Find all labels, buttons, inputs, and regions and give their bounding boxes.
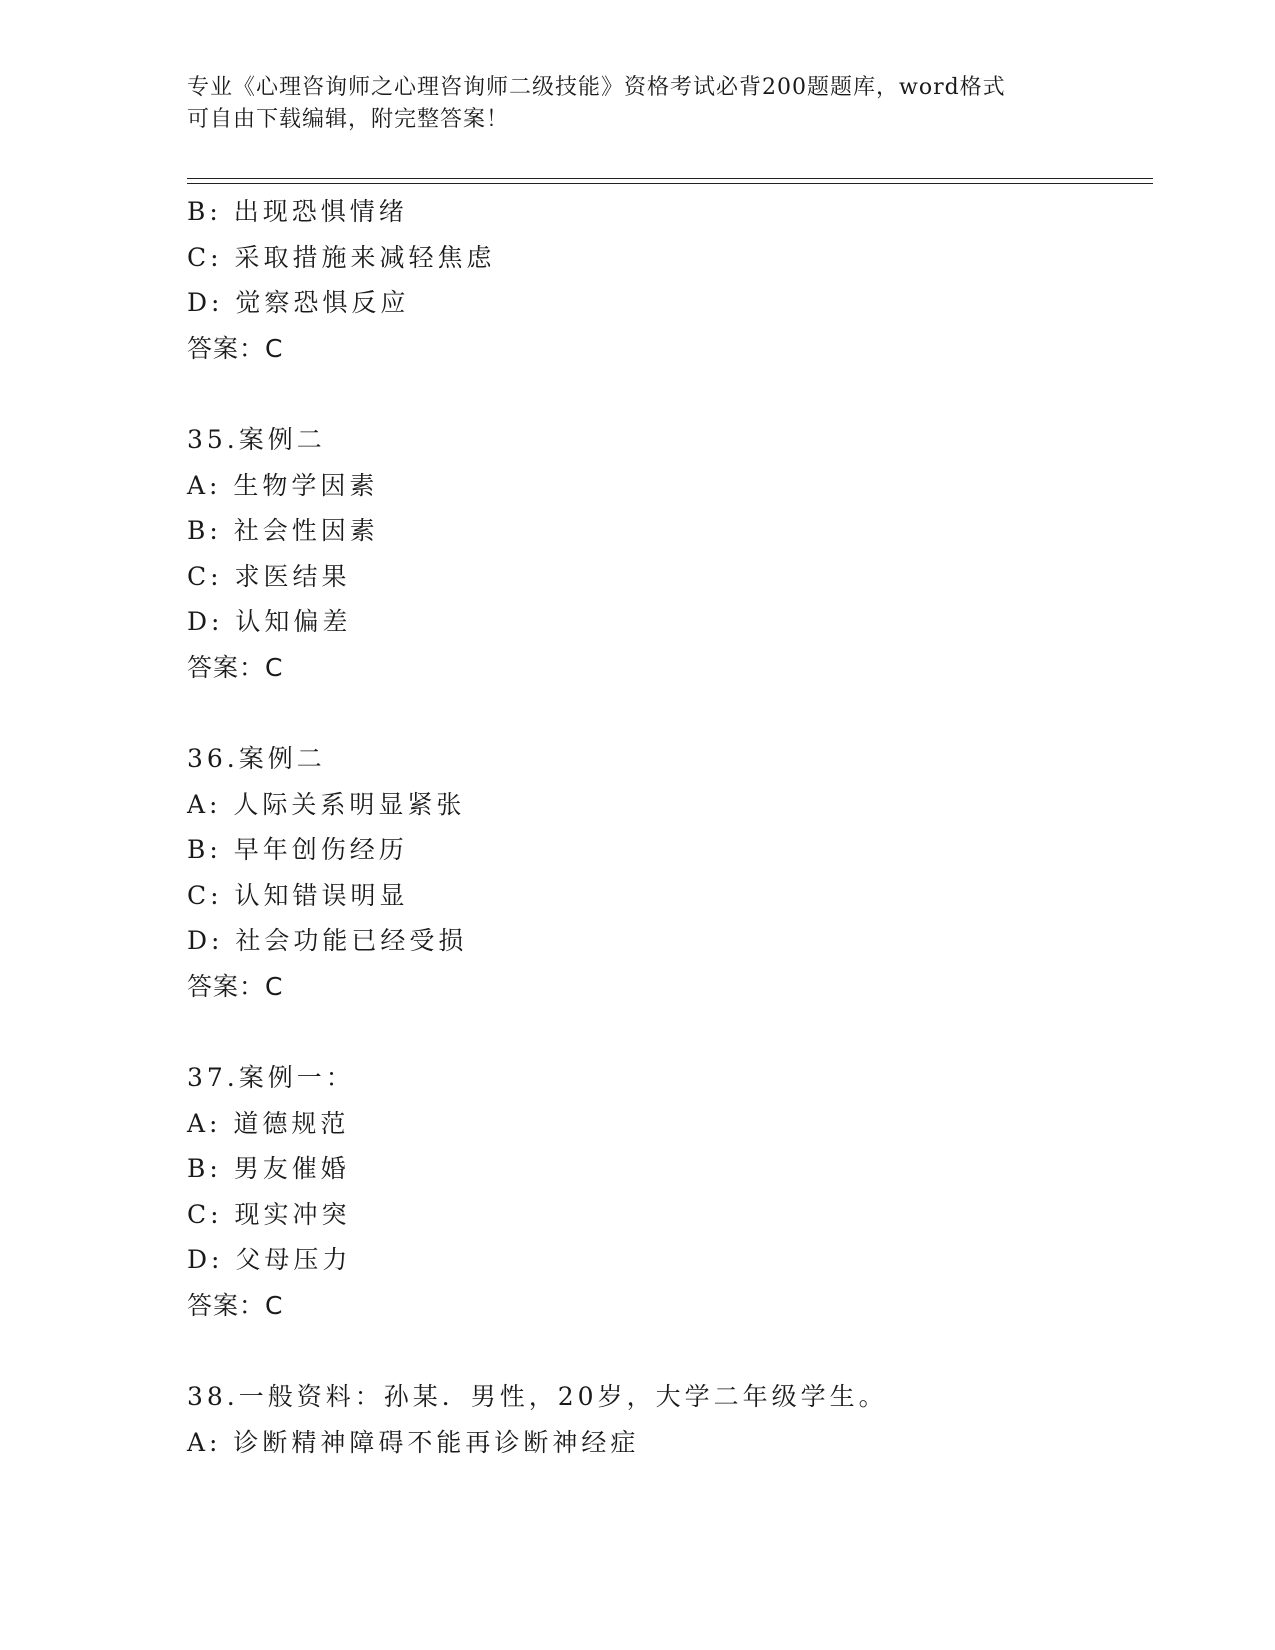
- option-line: B: 男友催婚: [187, 1154, 350, 1183]
- block-spacer: [187, 1328, 1187, 1374]
- option-line: C: 采取措施来减轻焦虑: [187, 242, 496, 272]
- question-block: [187, 417, 1187, 690]
- header-title-line-1: 专业《心理咨询师之心理咨询师二级技能》资格考试必背200题题库，word格式: [187, 75, 1006, 100]
- block-spacer: [187, 690, 1187, 736]
- question-block: [187, 736, 1187, 1009]
- option-line: C: 认知错误明显: [187, 880, 409, 910]
- answer-line: 答案：C: [187, 971, 284, 1001]
- option-line: A: 道德规范: [187, 1108, 350, 1138]
- block-spacer: [187, 371, 1187, 417]
- document-header: [187, 72, 1087, 136]
- question-block: [187, 189, 1187, 371]
- question-block: [187, 1055, 1187, 1328]
- option-line: D: 社会功能已经受损: [187, 926, 468, 955]
- option-line: D: 认知偏差: [187, 607, 352, 636]
- answer-line: 答案：C: [187, 652, 284, 682]
- question-stem: 37.案例一：: [187, 1063, 355, 1092]
- block-spacer: [187, 1009, 1187, 1055]
- option-line: C: 求医结果: [187, 561, 351, 591]
- header-divider-bottom: [187, 183, 1153, 184]
- answer-line: 答案：C: [187, 1290, 284, 1320]
- header-title-line-2: 可自由下载编辑，附完整答案！: [187, 107, 510, 132]
- option-line: A: 生物学因素: [187, 470, 379, 500]
- option-line: B: 出现恐惧情绪: [187, 197, 408, 226]
- option-line: A: 诊断精神障碍不能再诊断神经症: [187, 1427, 640, 1457]
- option-line: A: 人际关系明显紧张: [187, 789, 466, 819]
- question-stem: 35.案例二: [187, 425, 326, 454]
- question-list: [187, 189, 1187, 1465]
- option-line: B: 社会性因素: [187, 516, 379, 545]
- option-line: D: 觉察恐惧反应: [187, 288, 410, 317]
- answer-line: 答案：C: [187, 333, 284, 363]
- question-stem: 38.一般资料：孙某．男性，20岁，大学二年级学生。: [187, 1382, 888, 1411]
- option-line: D: 父母压力: [187, 1245, 352, 1274]
- option-line: C: 现实冲突: [187, 1199, 351, 1229]
- question-stem: 36.案例二: [187, 744, 326, 773]
- header-divider-top: [187, 178, 1153, 179]
- question-block: [187, 1374, 1187, 1465]
- option-line: B: 早年创伤经历: [187, 835, 408, 864]
